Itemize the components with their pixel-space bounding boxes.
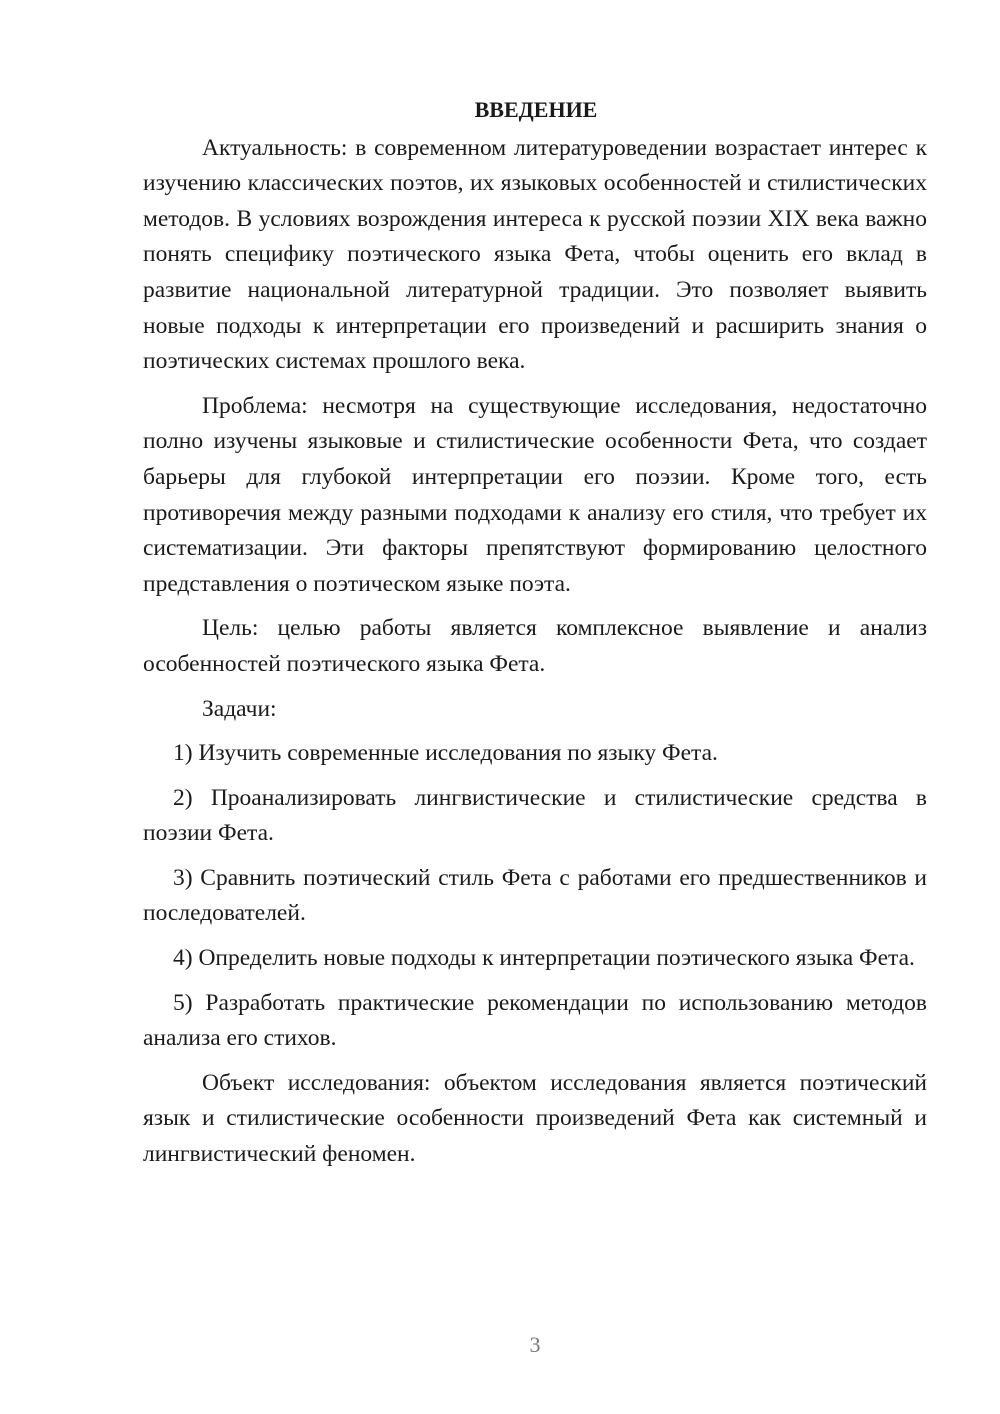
task-item: 4) Определить новые подходы к интерпретации поэтического языка Фета. (173, 945, 915, 972)
task-item: 5) Разработать практические рекомендации по использованию методов анализа его стихов. (143, 989, 927, 1052)
goal-paragraph: Цель: целью работы является комплексное выявление и анализ особенностей поэтического языка Фета. (143, 615, 927, 677)
tasks-list (143, 736, 927, 1057)
task-item: 1) Изучить современные исследования по языку Фета. (173, 740, 718, 767)
section-title: ВВЕДЕНИЕ (474, 97, 598, 122)
tasks-heading: Задачи: (202, 695, 277, 722)
page-number: 3 (529, 1332, 541, 1357)
task-item: 2) Проанализировать лингвистические и стилистические средства в поэзии Фета. (143, 784, 927, 847)
task-item: 3) Сравнить поэтический стиль Фета с работами его предшественников и последователей. (143, 864, 927, 927)
object-paragraph: Объект исследования: объектом исследования является поэтический язык и стилистические особенности произведений Фета как системный и лингвистический феномен. (143, 1069, 927, 1168)
problem-paragraph: Проблема: несмотря на существующие исследования, недостаточно полно изучены языковые и стилистические особенности Фета, что создает барьеры для глубокой интерпретации его поэзии. Кроме того, есть противоречия между разными подходами к анализу его стиля, что требует их систематизации. Эти факторы препятствуют формированию целостного представления о поэтическом языке поэта. (143, 392, 927, 597)
page-content (143, 92, 927, 1182)
relevance-paragraph: Актуальность: в современном литературоведении возрастает интерес к изучению классических поэтов, их языковых особенностей и стилистических методов. В условиях возрождения интереса к русской поэзии XIX века важно понять специфику поэтического языка Фета, чтобы оценить его вклад в развитие национальной литературной традиции. Это позволяет выявить новые подходы к интерпретации его произведений и расширить знания о поэтических системах прошлого века. (143, 134, 927, 375)
